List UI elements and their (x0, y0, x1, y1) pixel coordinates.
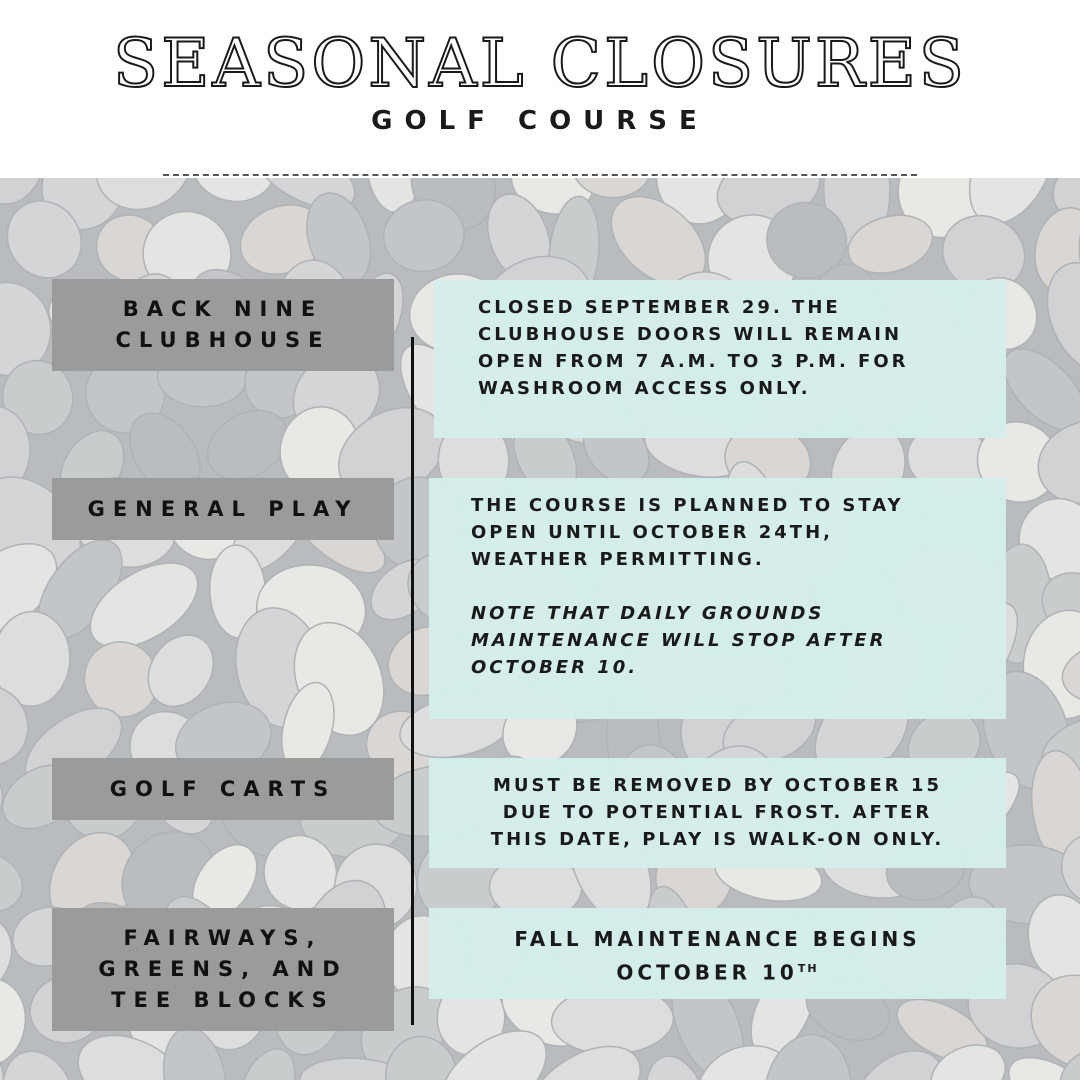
header (0, 0, 1080, 178)
label-text: FAIRWAYS, GREENS, AND TEE BLOCKS (98, 926, 348, 1012)
panel-general-play (429, 478, 1006, 719)
label-golf-carts (52, 758, 394, 820)
dashed-divider (163, 174, 917, 176)
panel-text-line2 (437, 954, 998, 988)
panel-date: OCTOBER 10 (616, 960, 798, 985)
label-back-nine-clubhouse (52, 279, 394, 371)
label-text: GENERAL PLAY (87, 496, 359, 521)
panel-text: CLOSED SEPTEMBER 29. THE CLUBHOUSE DOORS WILL REMAIN OPEN FROM 7 A.M. TO 3 P.M. FOR WASHROOM ACCESS ONLY. (478, 297, 909, 399)
panel-fairways-greens-tee-blocks (429, 908, 1006, 999)
label-fairways-greens-tee-blocks (52, 908, 394, 1031)
panel-back-nine-clubhouse (434, 280, 1006, 438)
label-text: BACK NINE CLUBHOUSE (115, 297, 331, 352)
page-title: SEASONAL CLOSURES (113, 25, 967, 102)
panel-date-suffix: TH (797, 962, 819, 975)
panel-note: NOTE THAT DAILY GROUNDS MAINTENANCE WILL STOP AFTER OCTOBER 10. (471, 603, 887, 678)
label-general-play (52, 478, 394, 540)
panel-text: MUST BE REMOVED BY OCTOBER 15 DUE TO POTENTIAL FROST. AFTER THIS DATE, PLAY IS WALK-ON ONLY. (490, 775, 945, 850)
page-subtitle: GOLF COURSE (371, 106, 709, 136)
panel-golf-carts (429, 758, 1006, 868)
timeline-line (411, 337, 414, 1025)
panel-text: THE COURSE IS PLANNED TO STAY OPEN UNTIL OCTOBER 24TH, WEATHER PERMITTING. (471, 495, 904, 570)
label-text: GOLF CARTS (109, 776, 337, 801)
panel-text-line1: FALL MAINTENANCE BEGINS (514, 927, 921, 951)
